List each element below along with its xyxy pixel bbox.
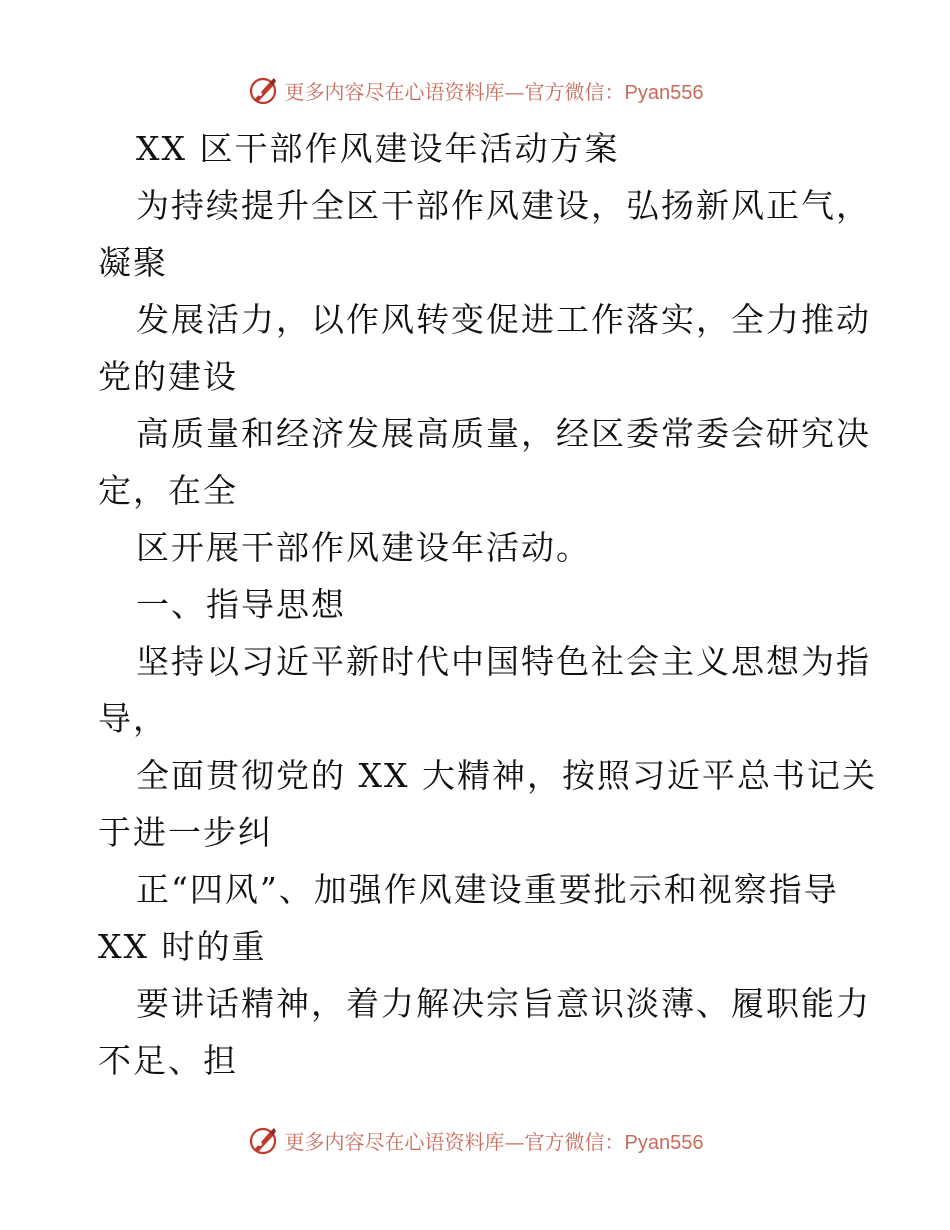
watermark-id: Pyan556 [624,1131,704,1154]
pen-logo-icon [247,1124,279,1156]
text-line: 正“四风”、加强作风建设重要批示和视察指导 [136,870,839,909]
text-line: 党的建设 [98,357,238,396]
document-title: XX 区干部作风建设年活动方案 [136,129,620,168]
text-line: 全面贯彻党的 XX 大精神，按照习近平总书记关 [136,756,877,795]
text-line: 坚持以习近平新时代中国特色社会主义思想为指 [136,642,871,681]
header-watermark [0,70,950,110]
watermark-label: 更多内容尽在心语资料库—官方微信： [284,79,625,104]
watermark-text [285,76,704,105]
text-line: 凝聚 [98,243,168,282]
document-body [98,120,877,1089]
footer-watermark [0,1120,950,1160]
text-line: 高质量和经济发展高质量，经区委常委会研究决 [136,414,871,453]
text-line: 不足、担 [98,1041,238,1080]
text-line: 导， [98,699,168,738]
text-line: 一、指导思想 [136,585,346,624]
pen-logo-icon [247,74,279,106]
text-line: 区开展干部作风建设年活动。 [136,528,591,567]
text-line: 定，在全 [98,471,238,510]
text-line: 要讲话精神，着力解决宗旨意识淡薄、履职能力 [136,984,871,1023]
text-line: 为持续提升全区干部作风建设，弘扬新风正气， [136,186,871,225]
text-line: XX 时的重 [98,927,267,966]
watermark-id: Pyan556 [624,81,704,104]
text-line: 于进一步纠 [98,813,273,852]
watermark-text [285,1126,704,1155]
watermark-label: 更多内容尽在心语资料库—官方微信： [284,1129,625,1154]
text-line: 发展活力，以作风转变促进工作落实，全力推动 [136,300,871,339]
